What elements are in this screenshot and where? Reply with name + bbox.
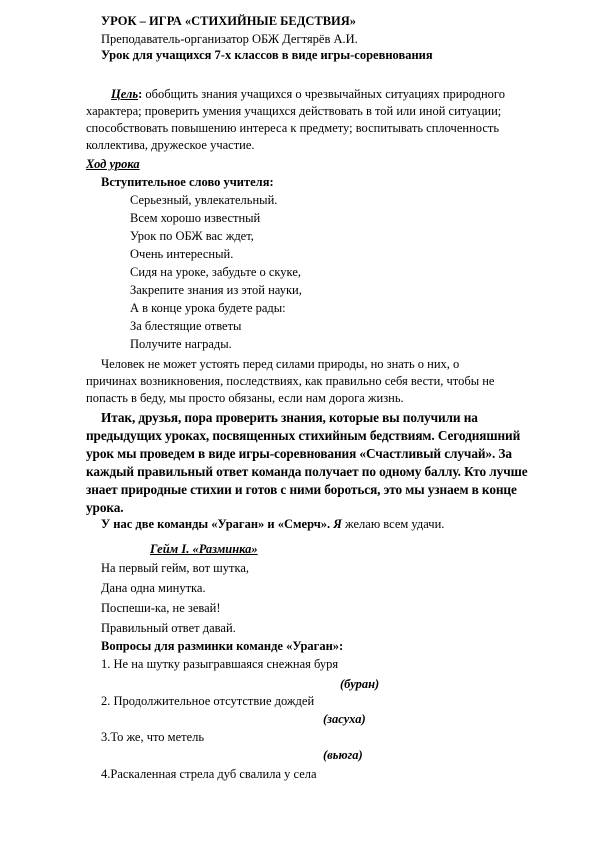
- teams-line: [101, 517, 444, 532]
- section-heading-lesson-progress: Ход урока: [86, 157, 140, 171]
- paragraph-line: причинах возникновения, последствиях, как правильно себя вести, чтобы не: [86, 374, 495, 388]
- goal-colon: :: [138, 87, 143, 101]
- audience-line: Урок для учащихся 7-х классов в виде игры-соревнования: [101, 48, 433, 62]
- goal-line-4: коллектива, дружеское участие.: [86, 138, 255, 152]
- intro-poem-line: За блестящие ответы: [130, 319, 242, 333]
- question-3: 3.То же, что метель: [101, 730, 205, 744]
- bold-paragraph-line: Итак, друзья, пора проверить знания, которые вы получили на: [101, 410, 478, 425]
- intro-heading: Вступительное слово учителя:: [101, 175, 274, 189]
- bold-paragraph-line: урока.: [86, 500, 124, 515]
- intro-poem-line: Сидя на уроке, забудьте о скуке,: [130, 265, 301, 279]
- teams-wish: желаю всем удачи.: [341, 517, 445, 531]
- paragraph-line: Человек не может устоять перед силами природы, но знать о них, о: [101, 357, 460, 371]
- game-1-poem-line: Поспеши-ка, не зевай!: [101, 601, 221, 615]
- question-2: 2. Продолжительное отсутствие дождей: [101, 694, 315, 708]
- bold-paragraph-line: предыдущих уроках, посвященных стихийным бедствиям. Сегодняшний: [86, 428, 521, 443]
- intro-poem-line: Очень интересный.: [130, 247, 234, 261]
- bold-paragraph-line: каждый правильный ответ команда получает по одному баллу. Кто лучше: [86, 464, 528, 479]
- goal-line-1: [111, 87, 505, 102]
- questions-heading: Вопросы для разминки команде «Ураган»:: [101, 639, 344, 653]
- answer-3: (вьюга): [323, 748, 363, 762]
- intro-poem-line: Урок по ОБЖ вас ждет,: [130, 229, 254, 243]
- bold-paragraph-line: урок мы проведем в виде игры-соревнования «Счастливый случай». За: [86, 446, 512, 461]
- answer-1: (буран): [340, 677, 380, 691]
- intro-poem-line: Всем хорошо известный: [130, 211, 261, 225]
- game-1-poem-line: Правильный ответ давай.: [101, 621, 236, 635]
- intro-poem-line: А в конце урока будете рады:: [130, 301, 286, 315]
- question-1: 1. Не на шутку разыгравшаяся снежная буря: [101, 657, 339, 671]
- answer-2: (засуха): [323, 712, 366, 726]
- paragraph-line: попасть в беду, мы просто обязаны, если нам дорога жизнь.: [86, 391, 404, 405]
- goal-text-1: обобщить знания учащихся о чрезвычайных ситуациях природного: [142, 87, 505, 101]
- game-1-poem-line: Дана одна минутка.: [101, 581, 206, 595]
- goal-line-2: характера; проверить умения учащихся действовать в той или иной ситуации;: [86, 104, 502, 118]
- teams-names: У нас две команды «Ураган» и «Смерч».: [101, 517, 331, 531]
- teams-pronoun: Я: [330, 517, 342, 531]
- goal-label: Цель: [111, 87, 139, 101]
- intro-poem-line: Серьезный, увлекательный.: [130, 193, 278, 207]
- question-4: 4.Раскаленная стрела дуб свалила у села: [101, 767, 317, 781]
- intro-poem-line: Получите награды.: [130, 337, 232, 351]
- bold-paragraph-line: знает природные стихии и готов с ними бороться, это мы узнаем в конце: [86, 482, 517, 497]
- intro-poem-line: Закрепите знания из этой науки,: [130, 283, 302, 297]
- game-1-poem-line: На первый гейм, вот шутка,: [101, 561, 250, 575]
- goal-line-3: способствовать повышению интереса к предмету; воспитывать сплоченность: [86, 121, 500, 135]
- page-title: УРОК – ИГРА «СТИХИЙНЫЕ БЕДСТВИЯ»: [101, 14, 357, 28]
- game-1-title: Гейм I. «Разминка»: [150, 542, 258, 556]
- teacher-line: Преподаватель-организатор ОБЖ Дегтярёв А.И.: [101, 32, 358, 46]
